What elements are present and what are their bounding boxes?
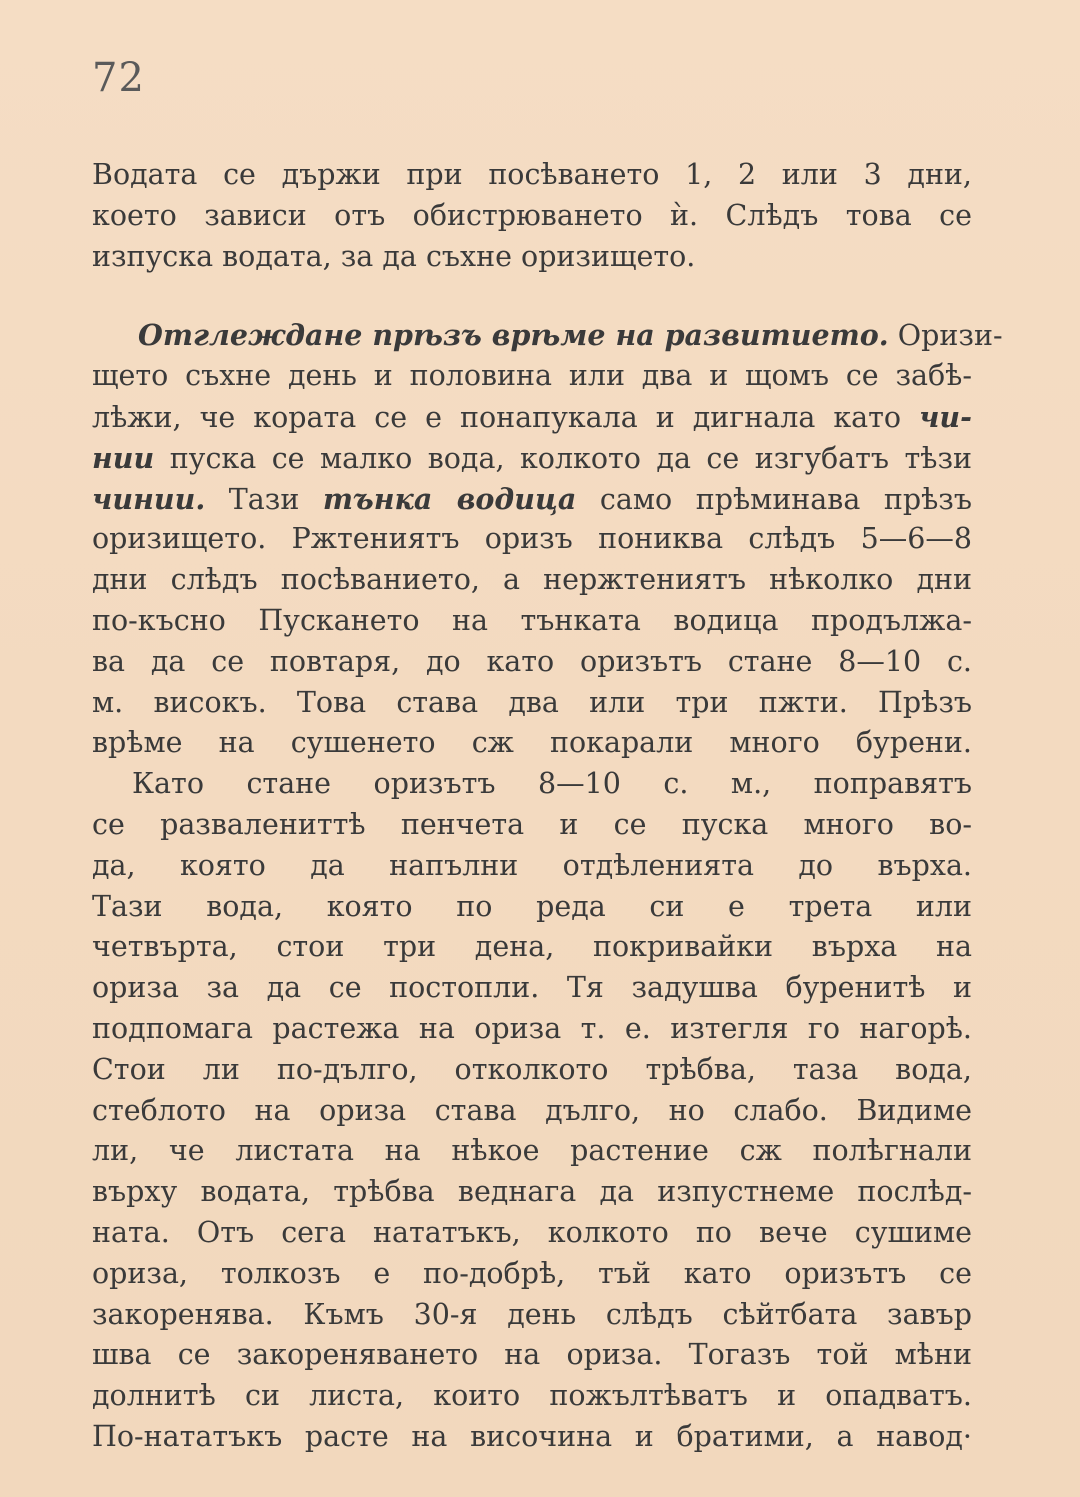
- text-line: подпомага растежа на ориза т. е. изтегля го нагорѣ.: [92, 1011, 972, 1045]
- page-number: 72: [92, 55, 145, 101]
- text-line: дни слѣдъ посѣванието, а нержтениятъ нѣколко дни: [92, 563, 972, 597]
- text-span: пуска се малко вода, колкото да се изгубатъ тѣзи: [154, 441, 972, 475]
- text-line: ориза, толкозъ е по-добрѣ, тъй като оризътъ се: [92, 1256, 972, 1290]
- text-line: щето съхне день и половина или два и щомъ се забѣ-: [92, 359, 972, 393]
- text-line: [92, 479, 972, 520]
- text-line: Тази вода, която по реда си е трета или: [92, 889, 972, 923]
- text-line: Като стане оризътъ 8—10 с. м., поправятъ: [132, 767, 972, 801]
- text-line: оризището. Ржтениятъ оризъ пониква слѣдъ 5—6—8: [92, 522, 972, 556]
- text-line: закоренява. Къмъ 30-я день слѣдъ сѣйтбата завър: [92, 1297, 972, 1331]
- paragraph-2: [92, 315, 1003, 764]
- text-line: Стои ли по-дълго, отколкото трѣбва, таза вода,: [92, 1052, 972, 1086]
- text-span: Оризи-: [888, 319, 1003, 353]
- paragraph-3: [92, 764, 972, 1458]
- text-line: По-нататъкъ расте на височина и братими, а навод·: [92, 1419, 972, 1453]
- text-span: само прѣминава прѣзъ: [576, 482, 972, 516]
- text-line: ва да се повтаря, до като оризътъ стане 8—10 с.: [92, 644, 972, 678]
- text-line: изпуска водата, за да съхне оризището.: [92, 239, 696, 273]
- text-span: лѣжи, че кората се е понапукала и дигнала като: [92, 400, 920, 434]
- text-line: [92, 397, 972, 438]
- text-line: [92, 438, 972, 479]
- text-line: по-късно Пускането на тънката водица продължа-: [92, 603, 972, 637]
- text-line: [92, 315, 1003, 356]
- text-line: което зависи отъ обистрюването ѝ. Слѣдъ това се: [92, 198, 972, 232]
- text-line: м. високъ. Това става два или три пжти. Прѣзъ: [92, 685, 972, 719]
- text-line: врѣме на сушенето сж покарали много бурени.: [92, 726, 972, 760]
- emphasis: чи-: [919, 399, 972, 434]
- text-line: върху водата, трѣбва веднага да изпустнеме послѣд-: [92, 1175, 972, 1209]
- text-line: се развалениттѣ пенчета и се пуска много во-: [92, 807, 972, 841]
- text-line: четвърта, стои три дена, покривайки върха на: [92, 930, 972, 964]
- text-line: Водата се държи при посѣването 1, 2 или 3 дни,: [92, 158, 972, 191]
- text-line: долнитѣ си листа, които пожълтѣватъ и опадватъ.: [92, 1379, 972, 1413]
- body-text: [92, 155, 1003, 1458]
- text-line: ориза за да се постопли. Тя задушва буренитѣ и: [92, 971, 972, 1005]
- text-line: шва се закореняването на ориза. Тогазъ той мѣни: [92, 1338, 972, 1372]
- section-heading: Отглеждане прѣзъ врѣме на развитието.: [138, 318, 889, 353]
- emphasis: чинии.: [92, 481, 206, 516]
- text-line: ната. Отъ сега нататъкъ, колкото по вече сушиме: [92, 1215, 972, 1249]
- text-line: ли, че листата на нѣкое растение сж полѣгнали: [92, 1134, 972, 1168]
- text-line: да, която да напълни отдѣленията до върха.: [92, 848, 972, 882]
- paragraph-1: [92, 155, 972, 277]
- text-line: стеблото на ориза става дълго, но слабо. Видиме: [92, 1093, 972, 1127]
- emphasis: тънка водица: [322, 481, 577, 516]
- emphasis: нии: [92, 440, 155, 475]
- text-span: Тази: [205, 482, 323, 516]
